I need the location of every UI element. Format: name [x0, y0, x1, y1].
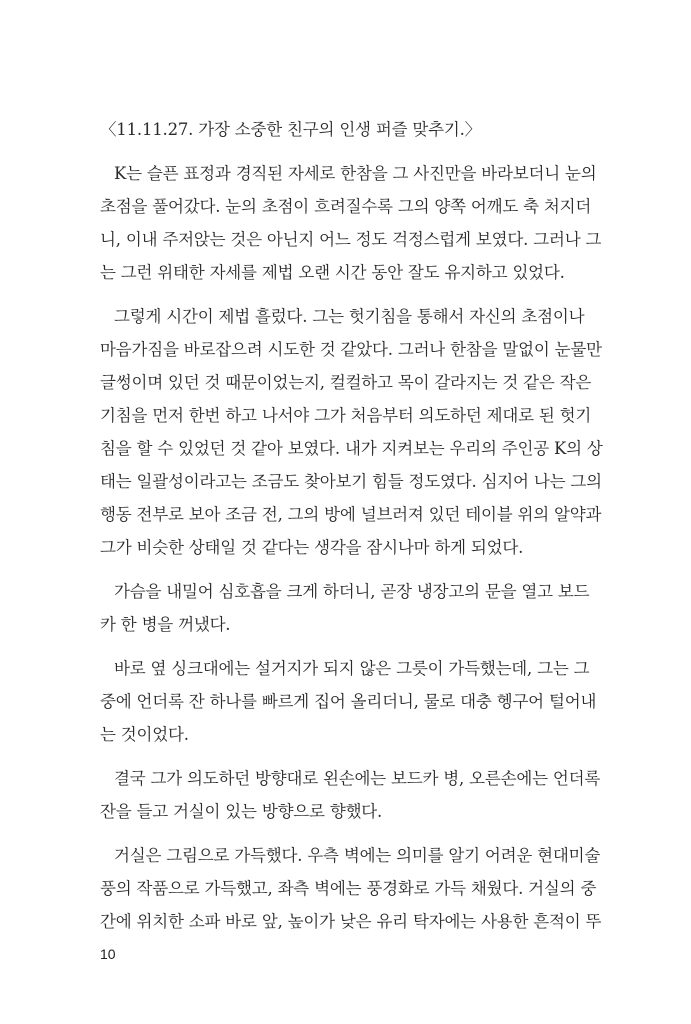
text-line: 풍의 작품으로 가득했고, 좌측 벽에는 풍경화로 가득 채웠다. 거실의 중 [100, 879, 597, 898]
paragraph [100, 842, 602, 941]
text-line: 초점을 풀어갔다. 눈의 초점이 흐려질수록 그의 양쪽 어깨도 축 처지더 [100, 197, 592, 216]
paragraph [100, 160, 602, 292]
paragraph [100, 655, 597, 754]
text-line: 태는 일괄성이라고는 조금도 찾아보기 힘들 정도였다. 심지어 나는 그의 [100, 472, 602, 491]
paragraph [100, 578, 590, 644]
text-line: 결국 그가 의도하던 방향대로 왼손에는 보드카 병, 오른손에는 언더록 [114, 769, 601, 788]
text-line: 글썽이며 있던 것 때문이었는지, 컬컬하고 목이 갈라지는 것 같은 작은 [100, 373, 592, 392]
text-line: 는 것이었다. [100, 725, 189, 744]
text-line: 그가 비슷한 상태일 것 같다는 생각을 잠시나마 하게 되었다. [100, 538, 524, 557]
text-line: 행동 전부로 보아 조금 전, 그의 방에 널브러져 있던 테이블 위의 알약과 [100, 505, 602, 524]
paragraph [100, 303, 603, 567]
text-line: 잔을 들고 거실이 있는 방향으로 향했다. [100, 802, 383, 821]
text-line: 중에 언더록 잔 하나를 빠르게 집어 올리더니, 물로 대충 헹구어 털어내 [100, 692, 597, 711]
text-line: 카 한 병을 꺼냈다. [100, 615, 231, 634]
text-line: 가슴을 내밀어 심호흡을 크게 하더니, 곧장 냉장고의 문을 열고 보드 [114, 582, 590, 601]
text-line: K는 슬픈 표정과 경직된 자세로 한참을 그 사진만을 바라보더니 눈의 [114, 164, 597, 183]
text-line: 니, 이내 주저앉는 것은 아닌지 어느 정도 걱정스럽게 보였다. 그러나 그 [100, 230, 602, 249]
text-line: 침을 할 수 있었던 것 같아 보였다. 내가 지켜보는 우리의 주인공 K의 상 [100, 439, 603, 458]
text-line: 마음가짐을 바로잡으려 시도한 것 같았다. 그러나 한참을 말없이 눈물만 [100, 340, 602, 359]
text-line: 그렇게 시간이 제법 흘렀다. 그는 헛기침을 통해서 자신의 초점이나 [114, 307, 585, 326]
text-line: 거실은 그림으로 가득했다. 우측 벽에는 의미를 알기 어려운 현대미술 [114, 846, 601, 865]
paragraph [100, 765, 601, 831]
chapter-heading [100, 116, 582, 149]
text-line: 는 그런 위태한 자세를 제법 오랜 시간 동안 잘도 유지하고 있었다. [100, 263, 565, 282]
page-number: 10 [100, 946, 116, 962]
page-body [100, 116, 603, 952]
text-line: 바로 옆 싱크대에는 설거지가 되지 않은 그릇이 가득했는데, 그는 그 [114, 659, 590, 678]
heading-line: 〈11.11.27. 가장 소중한 친구의 인생 퍼즐 맞추기.〉 [100, 120, 481, 139]
text-line: 간에 위치한 소파 바로 앞, 높이가 낮은 유리 탁자에는 사용한 흔적이 뚜 [100, 912, 602, 931]
text-line: 기침을 먼저 한번 하고 나서야 그가 처음부터 의도하던 제대로 된 헛기 [100, 406, 592, 425]
